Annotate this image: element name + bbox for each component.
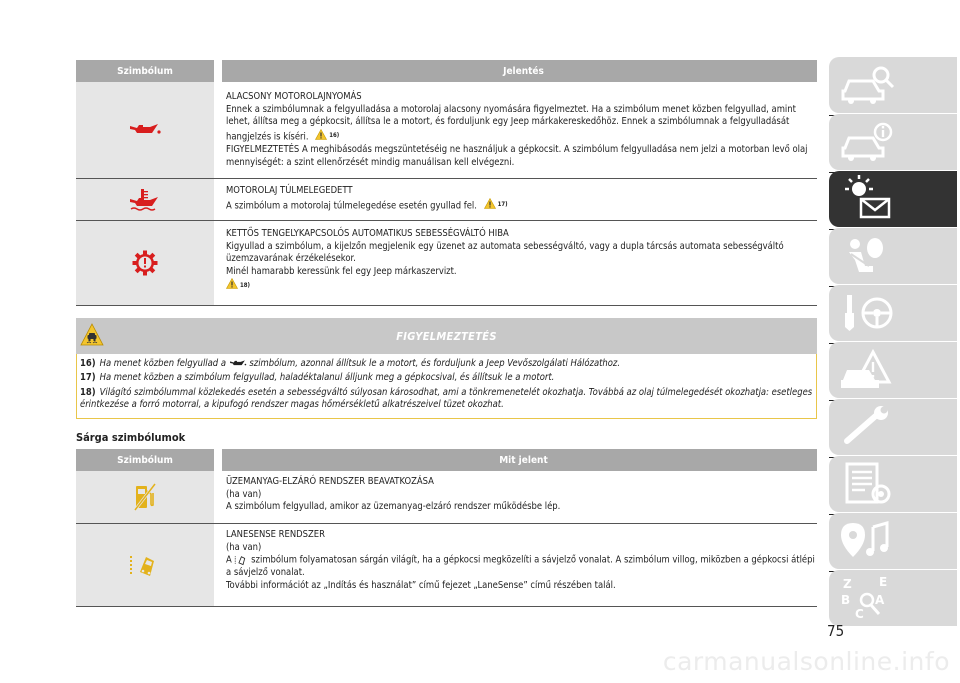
row-title: ÜZEMANYAG-ELZÁRÓ RENDSZER BEAVATKOZÁSA [226, 476, 434, 487]
wrench-service-icon [839, 403, 899, 451]
row-extra: FIGYELMEZTETÉS A meghibásodás megszüntetéséig ne használjuk a gépkocsit. A szimbólum felgyulladása nem jelzi a motorban levő olaj mennyiségét: a szint ellenőrzését mindig manuálisan kell elvégezni. [226, 144, 808, 168]
row-note: (ha van) [226, 541, 262, 553]
row-description: Ennek a szimbólumnak a felgyulladása a motorolaj alacsony nyomására figyelmeztet. Ha a szimbólum menet közben felgyullad, amint lehet, állítsa meg a gépkocsit, állítsa le a motort, és forduljunk egy Jeep márkakereskedőhöz. Ennek a szimbólumnak a felgyulladását hangjelzés is kíséri. 16) [226, 104, 817, 145]
row-title: ALACSONY MOTOROLAJNYOMÁS [226, 91, 362, 102]
warning-body [76, 354, 817, 419]
red-symbols-table [76, 60, 817, 306]
row-description: A szimbólum folyamatosan sárgán világít, ha a gépkocsi megközelíti a sávjelző vonalat. A szimbólum villog, miközben a gépkocsi átlépi a sávjelző vonalat. [226, 554, 815, 579]
warning-triangle-icon [226, 278, 238, 294]
multimedia-icon [839, 517, 899, 565]
header-meaning: Mit jelent [499, 454, 548, 466]
car-info-icon [839, 118, 899, 166]
car-breakdown-icon [839, 346, 899, 394]
car-search-icon [839, 61, 899, 109]
section-title: Sárga szimbólumok [76, 431, 186, 444]
oil-can-red-icon [76, 82, 214, 178]
row-description: Minél hamarabb keressünk fel egy Jeep márkaszervizt. [226, 265, 457, 277]
nav-tab-technical-data[interactable] [829, 456, 957, 512]
nav-tab-safety[interactable] [829, 228, 957, 284]
svg-text:Z: Z [843, 577, 852, 591]
warning-light-message-icon [839, 175, 899, 223]
nav-tab-vehicle-overview[interactable] [829, 57, 957, 113]
warning-triangle-icon [315, 129, 327, 145]
header-symbol: Szimbólum [117, 65, 173, 77]
key-steering-wheel-icon [839, 289, 899, 337]
table-row [76, 179, 817, 221]
nav-tab-getting-to-know[interactable] [829, 114, 957, 170]
svg-text:E: E [879, 575, 888, 589]
table-row [76, 471, 817, 524]
header-symbol: Szimbólum [117, 454, 173, 466]
oil-can-small-icon [229, 358, 247, 369]
nav-tab-emergency[interactable] [829, 342, 957, 398]
warning-item: 17) Ha menet közben a szimbólum felgyullad, haladéktalanul álljunk meg a gépkocsival, és állítsuk le a motort. [80, 372, 555, 384]
row-description: Kigyullad a szimbólum, a kijelzőn megjelenik egy üzenet az automata sebességváltó, vagy a dupla tárcsás automata sebességváltó üzemzavarának érzékelésekor. [226, 240, 784, 265]
warning-title: FIGYELMEZTETÉS [396, 329, 497, 343]
lanesense-inline-icon [234, 555, 248, 566]
alphabetical-index-icon [839, 574, 899, 622]
table-header [76, 449, 817, 471]
svg-text:C: C [855, 607, 864, 621]
nav-tab-multimedia[interactable] [829, 513, 957, 569]
nav-tab-warning-lights[interactable] [829, 171, 957, 227]
row-description: További információt az „Indítás és használat” című fejezet „LaneSense” című részében talál. [226, 579, 616, 591]
airbag-person-icon [839, 232, 899, 280]
row-title: MOTOROLAJ TÚLMELEGEDETT [226, 185, 353, 196]
row-title: LANESENSE RENDSZER [226, 529, 325, 540]
table-row [76, 524, 817, 607]
gear-warning-red-icon [76, 221, 214, 305]
row-title: KETTŐS TENGELYKAPCSOLÓS AUTOMATIKUS SEBESSÉGVÁLTÓ HIBA [226, 228, 509, 239]
row-description: A szimbólum a motorolaj túlmelegedése esetén gyullad fel. 17) [226, 198, 817, 214]
fuel-cutoff-yellow-icon [76, 471, 214, 523]
svg-text:B: B [841, 593, 851, 607]
header-meaning: Jelentés [503, 65, 544, 77]
table-row [76, 221, 817, 306]
svg-text:A: A [875, 593, 885, 607]
lanesense-yellow-icon [76, 524, 214, 606]
car-skid-warning-icon [80, 323, 104, 351]
warning-item: 16) Ha menet közben felgyullad a szimbólum, azonnal állítsuk le a motort, és forduljunk a Jeep Vevőszolgálati Hálózathoz. [80, 358, 621, 369]
warning-reference: 16) [329, 132, 340, 140]
table-header [76, 60, 817, 82]
row-description: A szimbólum felgyullad, amikor az üzemanyag-elzáró rendszer működésbe lép. [226, 501, 561, 513]
yellow-symbols-table [76, 449, 817, 607]
warning-reference: 18) [240, 281, 250, 289]
technical-data-list-icon [839, 460, 899, 508]
watermark: carmanualsonline.info [662, 647, 950, 676]
warning-item: 18) Világító szimbólummal közlekedés esetén a sebességváltó súlyosan károsodhat, ami a tönkremenetelét okozhatja. Továbbá az olaj túlmelegedését okozhatja: esetleges érintkezése a forró motorral, a kipufogó rendszer magas hőmérsékletű alkatrészeivel tüzet okozhat. [80, 386, 813, 411]
nav-tab-servicing[interactable] [829, 399, 957, 455]
nav-tab-index[interactable] [829, 570, 957, 626]
warning-header [76, 318, 817, 354]
nav-tab-starting-driving[interactable] [829, 285, 957, 341]
oil-temperature-red-icon [76, 179, 214, 220]
table-row [76, 82, 817, 179]
warning-box [76, 318, 817, 419]
warning-reference: 17) [497, 201, 508, 209]
warning-triangle-icon [484, 198, 496, 214]
row-note: (ha van) [226, 488, 262, 500]
page-number: 75 [827, 622, 845, 640]
row-reference [226, 278, 817, 294]
